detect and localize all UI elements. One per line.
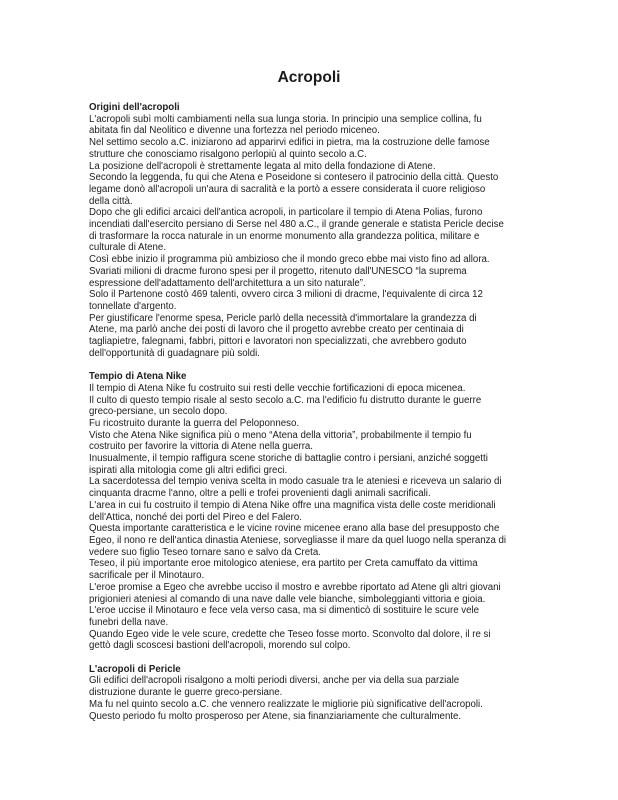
text-line: vedere suo figlio Teseo tornare sano e salvo da Creta.	[89, 546, 321, 558]
section-body	[89, 675, 529, 722]
text-line: tonnellate d'argento.	[89, 300, 177, 312]
section-heading: Origini dell'acropoli	[89, 102, 180, 113]
text-line: Questo periodo fu molto prosperoso per Atene, sia finanziariamente che culturalmente.	[89, 710, 462, 722]
text-line: Il culto di questo tempio risale al sesto secolo a.C. ma l'edificio fu distrutto durante le guerre	[89, 394, 482, 406]
text-line: tagliapietre, falegnami, fabbri, pittori e lavoratori non specializzati, che avrebbero goduto	[89, 336, 467, 348]
text-line: dell'Attica, nonché dei porti del Pireo e del Falero.	[89, 511, 302, 523]
section-body	[89, 383, 529, 652]
text-line: Solo il Partenone costò 469 talenti, ovvero circa 3 milioni di dracme, l'equivalente di circa 12	[89, 289, 483, 301]
section-heading: Tempio di Atena Nike	[89, 371, 187, 383]
text-line: Così ebbe inizio il programma più ambizioso che il mondo greco ebbe mai visto fino ad allora.	[89, 254, 490, 266]
text-line: di trasformare la rocca naturale in un enorme monumento alla grandezza politica, militare e	[89, 230, 480, 242]
section-body	[89, 114, 529, 360]
text-line: L'eroe uccise il Minotauro e fece vela verso casa, ma si dimenticò di sostituire le scure vele	[89, 605, 480, 617]
text-line: Gli edifici dell'acropoli risalgono a molti periodi diversi, anche per via della sua parziale	[89, 675, 460, 687]
text-line: Atene, ma parlò anche dei posti di lavoro che il progetto avrebbe creato per centinaia di	[89, 324, 464, 336]
text-line: della città.	[89, 195, 133, 207]
text-line: ispirati alla mitologia come gli altri edifici greci.	[89, 464, 288, 476]
text-line: culturale di Atene.	[89, 242, 167, 254]
text-line: Per giustificare l'enorme spesa, Pericle parlò della necessità d'immortalare la grandezza di	[89, 312, 477, 324]
text-line: Ma fu nel quinto secolo a.C. che vennero realizzate le migliorie più significative dell'acropoli.	[89, 698, 483, 710]
text-line: abitata fin dal Neolitico e divenne una fortezza nel periodo miceneo.	[89, 125, 380, 137]
text-line: funebri della nave.	[89, 616, 169, 628]
text-line: strutture che conosciamo risalgono perlopiù al quinto secolo a.C.	[89, 148, 367, 160]
text-line: sacrificale per il Minotauro.	[89, 570, 205, 582]
text-line: greco-persiane, un secolo dopo.	[89, 406, 228, 418]
text-line: L'area in cui fu costruito il tempio di Atena Nike offre una magnifica vista delle coste meridionali	[89, 499, 496, 511]
text-line: espressione dell'adattamento dell'architettura a un sito naturale”.	[89, 277, 366, 289]
text-line: Egeo, il nono re dell'antica dinastia Ateniese, sorvegliasse il mare da quel luogo nella speranza di	[89, 535, 507, 546]
sections	[89, 102, 529, 722]
document-title: Acropoli	[277, 69, 341, 86]
text-line: prigionieri ateniesi al comando di una nave dalle vele bianche, simboleggianti vittoria e gioia.	[89, 593, 486, 605]
text-line: L'acropoli subì molti cambiamenti nella sua lunga storia. In principio una semplice collina, fu	[89, 113, 482, 125]
text-line: Svariati milioni di dracme furono spesi per il progetto, ritenuto dall'UNESCO “la suprema	[89, 265, 467, 277]
text-line: Dopo che gli edifici arcaici dell'antica acropoli, in particolare il tempio di Atena Polias, furono	[89, 207, 483, 219]
text-line: Fu ricostruito durante la guerra del Peloponneso.	[89, 417, 300, 429]
text-line: dell'opportunità di guadagnare più soldi.	[89, 347, 260, 359]
text-line: Secondo la leggenda, fu qui che Atena e Poseidone si contesero il patrocinio della città. Questo	[89, 172, 499, 184]
text-line: cinquanta dracme l'anno, oltre a pelli e trofei provenienti dagli animali sacrificali.	[89, 488, 431, 500]
text-line: Il tempio di Atena Nike fu costruito sui resti delle vecchie fortificazioni di epoca micenea.	[89, 382, 466, 394]
text-line: incendiati dall'esercito persiano di Serse nel 480 a.C., il grande generale e statista Pericle decise	[89, 219, 504, 231]
section	[89, 102, 529, 359]
text-line: Quando Egeo vide le vele scure, credette che Teseo fosse morto. Sconvolto dal dolore, il re si	[89, 628, 491, 640]
text-line: Teseo, il più importante eroe mitologico ateniese, era partito per Creta camuffato da vittima	[89, 558, 478, 570]
text-line: costruito per favorire la vittoria di Atene nella guerra.	[89, 441, 314, 453]
text-line: legame donò all'acropoli un'aura di sacralità e la portò a essere considerata il cuore religioso	[89, 183, 486, 195]
section	[89, 371, 529, 652]
text-line: L'eroe promise a Egeo che avrebbe ucciso il mostro e avrebbe riportato ad Atene gli altri giovani	[89, 581, 501, 593]
section	[89, 664, 529, 723]
section-heading: L'acropoli di Pericle	[89, 663, 181, 675]
text-line: Inusualmente, il tempio raffigura scene storiche di battaglie contro i persiani, anziché soggetti	[89, 453, 488, 465]
text-line: Nel settimo secolo a.C. iniziarono ad apparirvi edifici in pietra, ma la costruzione delle famose	[89, 137, 490, 149]
text-line: La posizione dell'acropoli è strettamente legata al mito della fondazione di Atene.	[89, 160, 436, 172]
text-line: Questa importante caratteristica e le vicine rovine micenee erano alla base del presupposto che	[89, 523, 500, 535]
text-line: gettò dagli scoscesi bastioni dell'acropoli, morendo sul colpo.	[89, 640, 351, 652]
text-line: Visto che Atena Nike significa più o meno “Atena della vittoria”, probabilmente il tempio fu	[89, 429, 472, 441]
text-line: La sacerdotessa del tempio veniva scelta in modo casuale tra le ateniesi e riceveva un salario di	[89, 476, 502, 488]
text-line: distruzione durante le guerre greco-persiane.	[89, 687, 283, 699]
